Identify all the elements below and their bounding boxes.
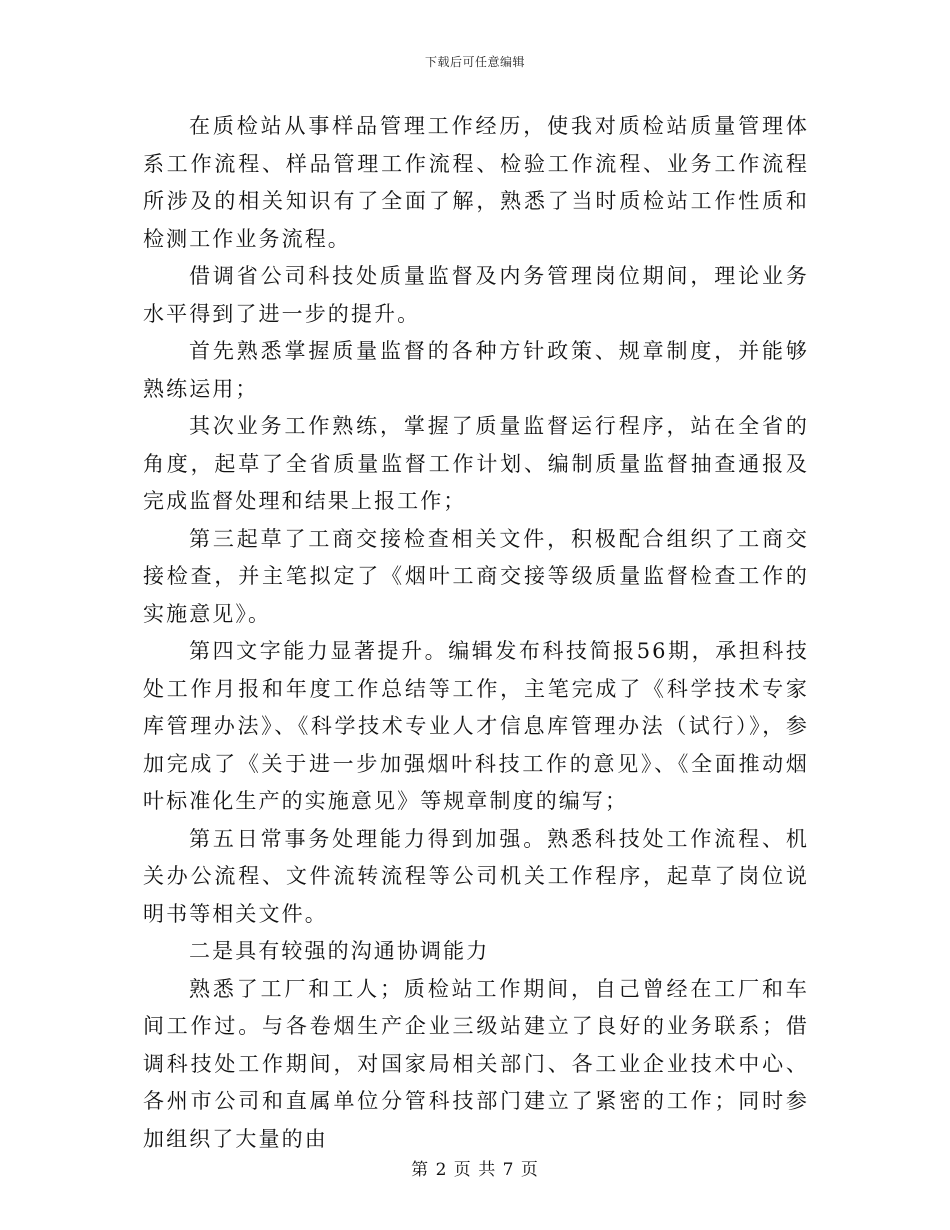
paragraph: 借调省公司科技处质量监督及内务管理岗位期间，理论业务水平得到了进一步的提升。 <box>143 264 809 326</box>
paragraph: 熟悉了工厂和工人；质检站工作期间，自己曾经在工厂和车间工作过。与各卷烟生产企业三级站建立了良好的业务联系；借调科技处工作期间，对国家局相关部门、各工业企业技术中心、各州市公司和直属单位分管科技部门建立了紧密的工作；同时参加组织了大量的由 <box>143 976 809 1151</box>
paragraph: 第三起草了工商交接检查相关文件，积极配合组织了工商交接检查，并主笔拟定了《烟叶工商交接等级质量监督检查工作的实施意见》。 <box>143 526 809 626</box>
page-number-text: 第 2 页 共 7 页 <box>411 1160 539 1180</box>
document-body <box>143 108 809 1158</box>
page-header: 下载后可任意编辑 <box>424 55 525 69</box>
page-number <box>0 1155 950 1180</box>
paragraph: 在质检站从事样品管理工作经历，使我对质检站质量管理体系工作流程、样品管理工作流程、检验工作流程、业务工作流程所涉及的相关知识有了全面了解，熟悉了当时质检站工作性质和检测工作业务流程。 <box>143 114 809 251</box>
paragraph: 首先熟悉掌握质量监督的各种方针政策、规章制度，并能够熟练运用； <box>143 339 809 401</box>
paragraph: 其次业务工作熟练，掌握了质量监督运行程序，站在全省的角度，起草了全省质量监督工作计划、编制质量监督抽查通报及完成监督处理和结果上报工作； <box>143 414 809 513</box>
paragraph: 第四文字能力显著提升。编辑发布科技简报56期，承担科技处工作月报和年度工作总结等工作，主笔完成了《科学技术专家库管理办法》、《科学技术专业人才信息库管理办法（试行）》，参加完成了《关于进一步加强烟叶科技工作的意见》、《全面推动烟叶标准化生产的实施意见》等规章制度的编写； <box>143 639 809 813</box>
section-heading: 二是具有较强的沟通协调能力 <box>189 939 490 963</box>
paragraph: 第五日常事务处理能力得到加强。熟悉科技处工作流程、机关办公流程、文件流转流程等公司机关工作程序，起草了岗位说明书等相关文件。 <box>143 826 809 926</box>
